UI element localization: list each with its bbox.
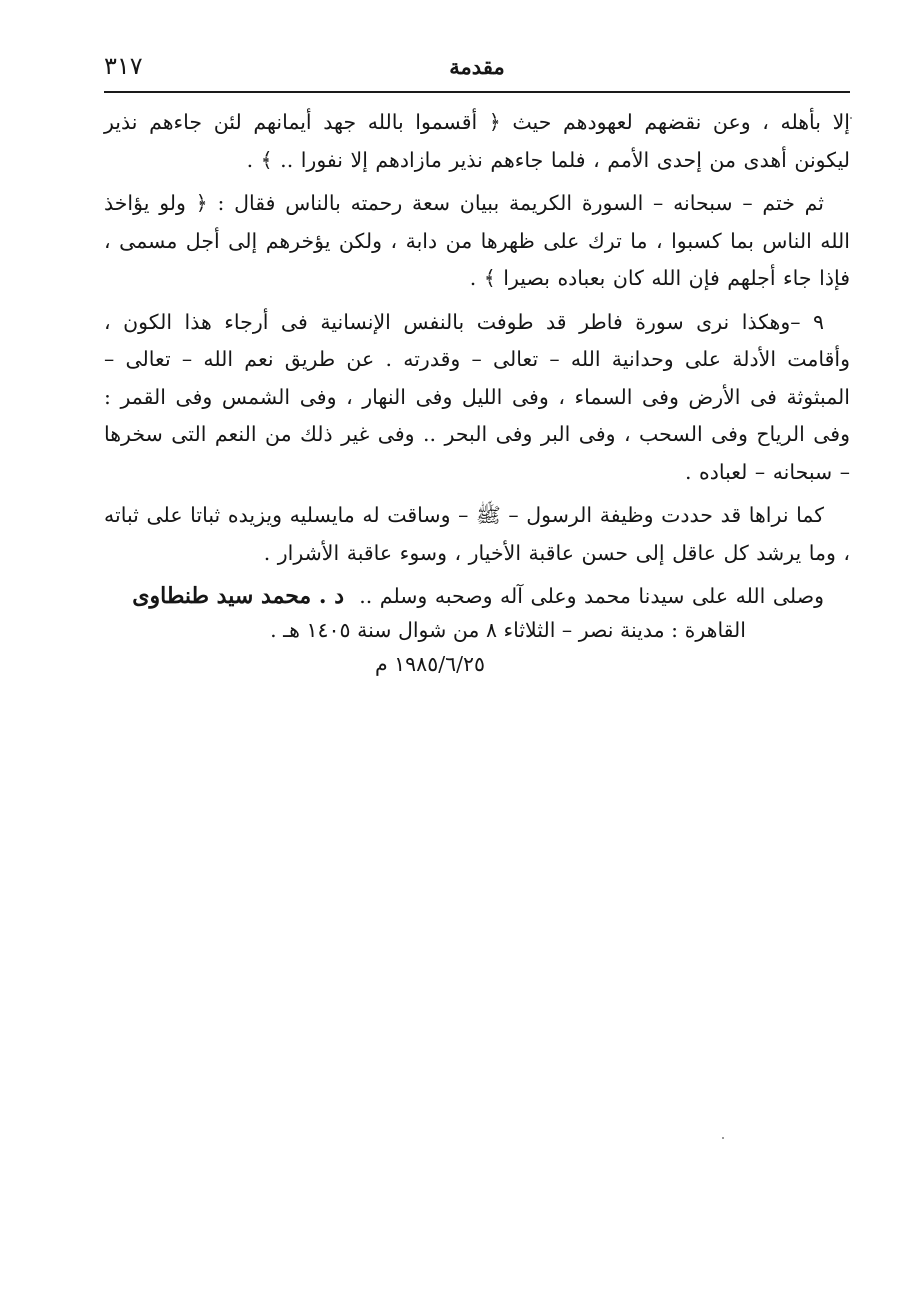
paragraph-3: ٩ –وهكذا نرى سورة فاطر قد طوفت بالنفس الإنسانية فى أرجاء هذا الكون ، وأقامت الأدلة على وحدانية الله – تعالى – وقدرته . عن طريق نعم الله – تعالى – المبثوثة فى الأرض وفى السماء ، وفى الليل وفى النهار ، وفى الشمس وفى القمر : وفى الرياح وفى السحب ، وفى البر وفى البحر .. وفى غير ذلك من النعم التى سخرها – سبحانه – لعباده . — [104, 309, 850, 484]
running-title: مقدمة — [449, 54, 505, 79]
place-and-hijri-date: القاهرة : مدينة نصر – الثلاثاء ٨ من شوال سنة ١٤٠٥ هـ . — [270, 618, 746, 642]
author-signature: د . محمد سيد طنطاوى — [132, 583, 344, 609]
paragraph-2: ثم ختم – سبحانه – السورة الكريمة ببيان سعة رحمته بالناس فقال : ﴿ ولو يؤاخذ الله الناس بما كسبوا ، ما ترك على ظهرها من دابة ، ولكن يؤخرهم إلى أجل مسمى ، فإذا جاء أجلهم فإن الله كان بعباده بصيرا ﴾ . — [104, 191, 850, 290]
gregorian-date: ١٩٨٥/٦/٢٥ م — [374, 652, 486, 676]
scan-speck — [722, 1137, 724, 1139]
page-header — [104, 52, 850, 90]
paragraph-4: كما نراها قد حددت وظيفة الرسول – ﷺ – وساقت له مايسليه ويزيده ثباتا على ثباته ، وما يرشد كل عاقل إلى حسن عاقبة الأخيار ، وسوء عاقبة الأشرار . — [104, 503, 850, 565]
scan-speck — [850, 117, 852, 119]
page-number: ٣١٧ — [104, 52, 143, 80]
body-text — [104, 104, 850, 622]
paragraph-5: وصلى الله على سيدنا محمد وعلى آله وصحبه وسلم .. — [359, 584, 824, 608]
paragraph-1: إلا بأهله ، وعن نقضهم لعهودهم حيث ﴿ أقسموا بالله جهد أيمانهم لئن جاءهم نذير ليكونن أهدى من إحدى الأمم ، فلما جاءهم نذير مازادهم إلا نفورا .. ﴾ . — [104, 110, 850, 172]
header-rule — [104, 91, 850, 93]
